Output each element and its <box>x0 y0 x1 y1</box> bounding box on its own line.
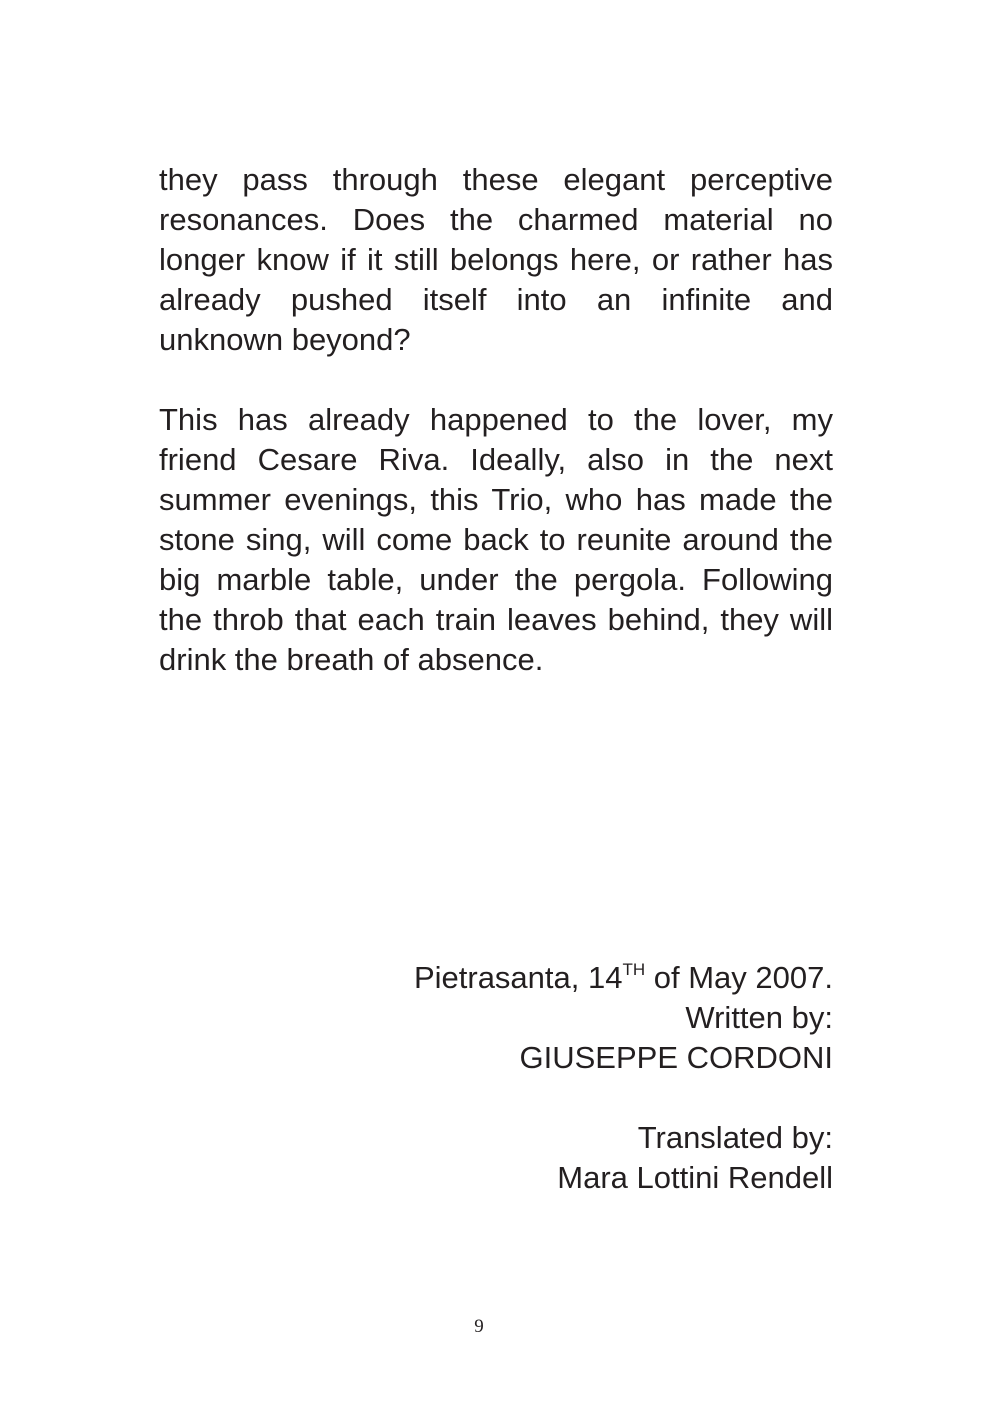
place-date-prefix: Pietrasanta, 14 <box>413 960 623 995</box>
paragraph-cesare-riva: This has already happened to the lover, my friend Cesare Riva. Ideally, also in the next summer evenings, this Trio, who has made the stone sing, will come back to reunite around the big marble table, under the pergola. Following the throb that each train leaves behind, they will drink the breath of absence. <box>159 402 833 677</box>
place-date-suffix: of May 2007. <box>645 960 833 995</box>
author-name: GIUSEPPE CORDONI <box>519 1040 833 1075</box>
signature-block <box>300 958 833 1198</box>
written-by-label: Written by: <box>685 1000 833 1035</box>
ordinal-suffix: TH <box>622 960 646 979</box>
translator-name: Mara Lottini Rendell <box>557 1160 833 1195</box>
paragraph-resonances: they pass through these elegant perceptive resonances. Does the charmed material no longer know if it still belongs here, or rather has already pushed itself into an infinite and unknown beyond? <box>159 162 833 357</box>
translated-by-label: Translated by: <box>637 1120 833 1155</box>
page-number: 9 <box>474 1316 484 1337</box>
signature-spacer <box>300 1078 833 1118</box>
place-date <box>300 958 833 998</box>
